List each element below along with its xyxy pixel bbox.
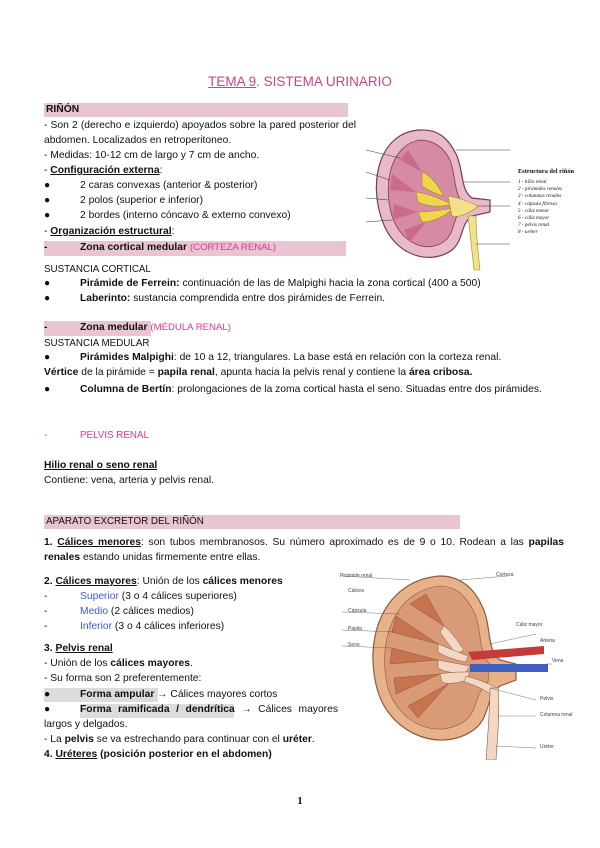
page-title bbox=[0, 74, 600, 89]
ferrein-label: Pirámide de Ferrein: bbox=[80, 278, 180, 289]
org-estructural-line bbox=[44, 225, 174, 240]
config-item: ● 2 polos (superior e inferior) bbox=[44, 195, 204, 206]
fig2-label: Cáliz mayor bbox=[516, 622, 543, 628]
caliz-medio-label: Medio bbox=[80, 606, 109, 617]
calices-mayores-ref: cálices mayores bbox=[110, 658, 190, 669]
vertice-text: de la pirámide = bbox=[78, 367, 158, 378]
fig2-label: Vena bbox=[552, 658, 564, 664]
caliz-superior-text: (3 o 4 cálices superiores) bbox=[118, 591, 237, 602]
config-externa-line bbox=[44, 164, 162, 179]
pelvis-renal-item bbox=[44, 642, 113, 657]
item-number: 4. bbox=[44, 749, 56, 760]
fig2-label: Seno bbox=[348, 642, 360, 648]
item-number: 2. bbox=[44, 576, 56, 587]
org-estructural-label: Organización estructural bbox=[50, 226, 172, 237]
colon: : bbox=[159, 165, 163, 176]
kidney-structure-figure bbox=[360, 120, 575, 272]
config-item-text: 2 bordes (interno cóncavo & externo convexo) bbox=[80, 210, 291, 221]
vertice-line bbox=[44, 366, 472, 381]
rinon-intro: - Son 2 (derecho e izquierdo) apoyados sobre la pared posterior del abdomen. Localizados en retroperitoneo. bbox=[44, 120, 356, 146]
dash: - bbox=[44, 165, 51, 176]
calices-menores-text-2: estando unidas firmemente entre ellas. bbox=[80, 551, 261, 563]
calices-menores-text: : son tubos membranosos. Su número aproximado es de 9 o 10. Rodean a las bbox=[140, 537, 529, 548]
ureteres-text: (posición posterior en el abdomen) bbox=[97, 749, 272, 760]
malpighi-item: ● Pirámides Malpighi: de 10 a 12, triangulares. La base está en relación con la corteza renal. bbox=[44, 352, 502, 363]
period: . bbox=[189, 658, 193, 669]
caption-item: 6 - cáliz mayor bbox=[518, 215, 550, 222]
laberinto-label: Laberinto: bbox=[80, 293, 131, 304]
laberinto-text: sustancia comprendida entre dos pirámides de Ferrein. bbox=[130, 293, 386, 304]
figure-caption bbox=[518, 168, 578, 237]
papila-label: papila renal bbox=[157, 367, 215, 378]
caption-item: 8 - uréter bbox=[518, 229, 538, 236]
cortical-line: - Zona cortical medular (CORTEZA RENAL) bbox=[44, 242, 277, 253]
sustancia-cortical-heading: SUSTANCIA CORTICAL bbox=[44, 264, 151, 275]
caption-item: 1 - hilio renal bbox=[518, 179, 547, 185]
pelvis-renal-line: - PELVIS RENAL bbox=[44, 430, 149, 441]
ramificada-label: Forma ramificada / dendrítica bbox=[80, 704, 235, 715]
hilio-heading: Hilio renal o seno renal bbox=[44, 460, 158, 471]
cortical-label: Zona cortical medular bbox=[80, 242, 188, 253]
calices-mayores-item bbox=[44, 575, 283, 590]
caliz-inferior-text: (3 o 4 cálices inferiores) bbox=[112, 621, 225, 632]
hilio-text: Contiene: vena, arteria y pelvis renal. bbox=[44, 475, 214, 486]
malpighi-label: Pirámides Malpighi bbox=[80, 352, 174, 363]
kidney-section-figure bbox=[340, 568, 572, 760]
pelvis-forma-line: - Su forma son 2 preferentemente: bbox=[44, 673, 202, 684]
caliz-inferior-item: - Inferior (3 o 4 cálices inferiores) bbox=[44, 621, 225, 632]
caliz-superior-label: Superior bbox=[80, 591, 119, 602]
malpighi-text: : de 10 a 12, triangulares. La base está en relación con la corteza renal. bbox=[173, 352, 502, 363]
fig2-label: Columna renal bbox=[540, 712, 573, 718]
rinon-medidas: - Medidas: 10-12 cm de largo y 7 cm de ancho. bbox=[44, 150, 260, 161]
item-number: 1. bbox=[44, 537, 58, 548]
ampular-text: → Cálices mayores cortos bbox=[154, 689, 278, 700]
caption-item: 2 - pirámides renales bbox=[518, 186, 563, 193]
forma-ampular-item: ● Forma ampular → Cálices mayores cortos bbox=[44, 689, 278, 700]
fig2-label: Corteza bbox=[496, 572, 514, 578]
caption-item: 3 - columnas renales bbox=[518, 193, 562, 200]
text: - La bbox=[44, 734, 65, 745]
config-externa-label: Configuración externa bbox=[50, 165, 160, 176]
dash: - bbox=[44, 226, 51, 237]
section-heading-rinon bbox=[44, 103, 348, 117]
section-heading-excretor bbox=[44, 515, 460, 529]
title-text: . SISTEMA URINARIO bbox=[256, 74, 392, 89]
fig2-label: Pirámide renal bbox=[340, 573, 373, 579]
fig2-label: Arteria bbox=[540, 638, 555, 644]
calices-menores-ref: cálices menores bbox=[202, 576, 283, 587]
ureteres-item bbox=[44, 748, 272, 763]
bertin-label: Columna de Bertín bbox=[80, 384, 172, 395]
pelvis-union-text: - Unión de los bbox=[44, 658, 111, 669]
pelvis-estrecha-line bbox=[44, 733, 315, 748]
cribosa-label: área cribosa. bbox=[408, 367, 473, 378]
pelvis-renal-label: PELVIS RENAL bbox=[80, 430, 149, 441]
fig2-label: Cálices bbox=[348, 588, 365, 594]
ampular-label: Forma ampular bbox=[80, 689, 155, 700]
config-item: ● 2 bordes (interno cóncavo & externo convexo) bbox=[44, 210, 291, 221]
caption-item: 7 - pelvis renal bbox=[518, 222, 550, 229]
vertice-text-2: , apunta hacia la pelvis renal y contiene la bbox=[214, 367, 409, 378]
ferrein-text: continuación de las de Malpighi hacia la zona cortical (400 a 500) bbox=[179, 278, 481, 289]
config-item-text: 2 caras convexas (anterior & posterior) bbox=[80, 180, 258, 191]
calices-mayores-label: Cálices mayores bbox=[55, 576, 137, 587]
sustancia-medular-heading: SUSTANCIA MEDULAR bbox=[44, 338, 150, 349]
medular-note: (MÉDULA RENAL) bbox=[150, 322, 231, 333]
calices-menores-item bbox=[44, 536, 564, 565]
cortical-note: (CORTEZA RENAL) bbox=[189, 242, 277, 253]
kidney-section-illustration bbox=[340, 568, 572, 760]
caption-item: 4 - cápsula fibrosa bbox=[518, 200, 557, 207]
ureteres-label: Uréteres bbox=[55, 749, 98, 760]
laberinto-item: ● Laberinto: sustancia comprendida entre dos pirámides de Ferrein. bbox=[44, 293, 386, 304]
fig2-label: Cápsula bbox=[348, 608, 367, 614]
text: se va estrechando para continuar con el bbox=[93, 734, 283, 745]
ureter-ref: uréter bbox=[282, 734, 312, 745]
caption-title: Estructura del riñón bbox=[518, 168, 575, 175]
title-number: TEMA 9 bbox=[208, 74, 257, 89]
ramificada-text: → Cálices mayores largos y delgados. bbox=[44, 704, 338, 730]
caliz-superior-item: - Superior (3 o 4 cálices superiores) bbox=[44, 591, 237, 602]
rinon-heading-text: RIÑÓN bbox=[46, 104, 80, 115]
caliz-medio-item: - Medio (2 cálices medios) bbox=[44, 606, 194, 617]
bertin-text: : prolongaciones de la zoma cortical hasta el seno. Situadas entre dos pirámides. bbox=[171, 384, 542, 395]
config-item-text: 2 polos (superior e inferior) bbox=[80, 195, 204, 206]
fig2-label: Uréter bbox=[540, 744, 554, 750]
ferrein-item: ● Pirámide de Ferrein: continuación de las de Malpighi hacia la zona cortical (400 a 500) bbox=[44, 278, 481, 289]
forma-ramificada-item: ● Forma ramificada / dendrítica → Cálices mayores largos y delgados. bbox=[44, 704, 338, 730]
pelvis-renal-heading: Pelvis renal bbox=[55, 643, 113, 654]
page-number: 1 bbox=[297, 795, 303, 807]
caliz-medio-text: (2 cálices medios) bbox=[108, 606, 194, 617]
fig2-label: Papila bbox=[348, 626, 362, 632]
caption-item: 5 - cáliz menor bbox=[518, 207, 550, 214]
papilas-renales-label: papilas renales bbox=[44, 537, 565, 563]
period: . bbox=[311, 734, 315, 745]
medular-line: - Zona medular (MÉDULA RENAL) bbox=[44, 322, 231, 333]
item-number: 3. bbox=[44, 643, 56, 654]
fig2-label: Pelvis bbox=[540, 696, 554, 702]
colon: : bbox=[171, 226, 175, 237]
vertice-label: Vértice bbox=[44, 367, 79, 378]
caliz-inferior-label: Inferior bbox=[80, 621, 113, 632]
calices-mayores-text: : Unión de los bbox=[136, 576, 203, 587]
pelvis-union-line bbox=[44, 657, 193, 672]
pelvis-ref: pelvis bbox=[64, 734, 94, 745]
excretor-heading-text: APARATO EXCRETOR DEL RIÑÓN bbox=[46, 516, 204, 527]
config-item: ● 2 caras convexas (anterior & posterior) bbox=[44, 180, 258, 191]
calices-menores-label: Cálices menores bbox=[57, 537, 141, 548]
bertin-item: ● Columna de Bertín: prolongaciones de la zoma cortical hasta el seno. Situadas entre dos pirámides. bbox=[44, 384, 542, 395]
medular-label: Zona medular bbox=[80, 322, 148, 333]
